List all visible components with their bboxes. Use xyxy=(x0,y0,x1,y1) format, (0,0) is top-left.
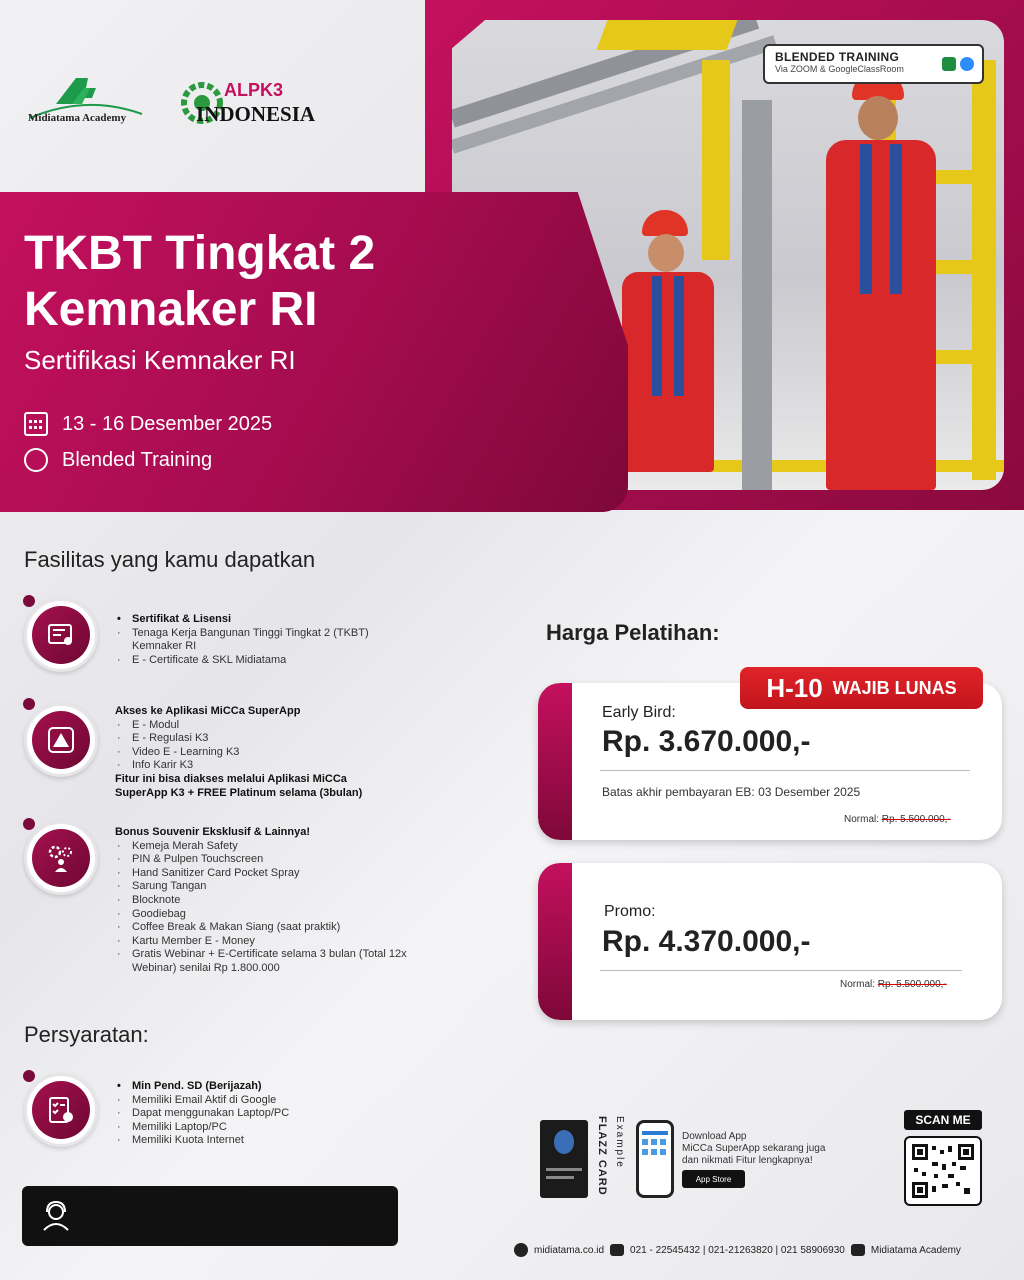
youtube-icon xyxy=(851,1244,865,1256)
midiatama-logo xyxy=(26,74,152,130)
payment-deadline-badge xyxy=(740,667,983,709)
facility-3-list xyxy=(115,826,407,976)
facility-3-line: Webinar) senilai Rp 1.800.000 xyxy=(132,961,280,974)
google-classroom-icon xyxy=(942,57,956,71)
date-row xyxy=(24,412,272,436)
facility-2-line: · E - Regulasi K3 xyxy=(115,732,362,746)
facility-3-line: · Hand Sanitizer Card Pocket Spray xyxy=(115,867,407,881)
timeline-dot xyxy=(23,698,35,710)
facility-2-header: Akses ke Aplikasi MiCCa SuperApp xyxy=(115,705,301,717)
contact-bar[interactable] xyxy=(22,1186,398,1246)
facility-1-header: • Sertifikat & Lisensi xyxy=(115,613,369,627)
facility-2-icon-circle xyxy=(24,703,98,777)
facility-1-icon-circle xyxy=(24,598,98,672)
facility-3-line: · Kemeja Merah Safety xyxy=(115,840,407,854)
pricing-heading: Harga Pelatihan: xyxy=(546,620,720,645)
training-date: 13 - 16 Desember 2025 xyxy=(62,412,273,435)
timeline-dot xyxy=(23,1070,35,1082)
early-bird-price: Rp. 3.670.000,- xyxy=(602,725,811,758)
facility-3-line: · PIN & Pulpen Touchscreen xyxy=(115,853,407,867)
promo-price: Rp. 4.370.000,- xyxy=(602,925,811,958)
requirement-item: · Memiliki Kuota Internet xyxy=(115,1134,289,1148)
alpk3-logo xyxy=(180,78,330,128)
facility-1-line: Kemnaker RI xyxy=(132,640,197,653)
facility-1-line: · E - Certificate & SKL Midiatama xyxy=(115,654,369,668)
blended-training-badge xyxy=(763,44,984,84)
timeline-dot xyxy=(23,595,35,607)
early-bird-normal-price: Normal: Rp. 5.500.000,- xyxy=(844,814,951,825)
flazz-card-sub: Example xyxy=(614,1116,625,1169)
certificate-icon xyxy=(32,606,90,664)
facility-2-line: · Info Karir K3 xyxy=(115,759,362,773)
facility-3-line: · Sarung Tangan xyxy=(115,880,407,894)
facility-1-line: · Tenaga Kerja Bangunan Tinggi Tingkat 2 (TKBT) xyxy=(115,627,369,641)
badge-subtitle: Via ZOOM & GoogleClassRoom xyxy=(775,64,904,74)
title-line-1: TKBT Tingkat 2 xyxy=(24,227,376,280)
training-mode: Blended Training xyxy=(62,448,213,471)
scan-me-label: SCAN ME xyxy=(904,1110,982,1130)
facility-3-line: · Gratis Webinar + E-Certificate selama 3 bulan (Total 12x xyxy=(115,948,407,962)
requirements-icon-circle xyxy=(24,1073,98,1147)
requirements-heading: Persyaratan: xyxy=(24,1022,149,1047)
facility-3-header: Bonus Souvenir Eksklusif & Lainnya! xyxy=(115,826,310,838)
requirement-item: · Memiliki Laptop/PC xyxy=(115,1121,289,1135)
zoom-icon xyxy=(960,57,974,71)
facility-3-line: · Goodiebag xyxy=(115,908,407,922)
facility-2-list xyxy=(115,705,362,800)
h10-text: H-10 xyxy=(766,672,823,703)
footer-youtube[interactable]: Midiatama Academy xyxy=(870,1244,961,1256)
title-line-2: Kemnaker RI xyxy=(24,283,318,336)
facility-3-line: · Kartu Member E - Money xyxy=(115,935,407,949)
checklist-icon xyxy=(32,1081,90,1139)
facility-2-footer: SuperApp K3 + FREE Platinum selama (3bulan) xyxy=(115,786,363,799)
facilities-heading: Fasilitas yang kamu dapatkan xyxy=(24,547,316,572)
phone-icon xyxy=(610,1244,624,1256)
requirement-item: · Dapat menggunakan Laptop/PC xyxy=(115,1107,289,1121)
app-store-button[interactable]: App Store xyxy=(682,1170,745,1188)
calendar-icon xyxy=(24,412,48,436)
page-subtitle: Sertifikasi Kemnaker RI xyxy=(24,345,296,375)
flazz-card-image xyxy=(540,1120,588,1198)
micca-app-icon xyxy=(32,711,90,769)
facility-2-footer: Fitur ini bisa diakses melalui Aplikasi MiCCa xyxy=(115,772,347,785)
mode-row xyxy=(24,448,212,472)
micca-phone-image xyxy=(636,1120,674,1198)
download-text: Download App MiCCa SuperApp sekarang juga dan nikmati Fitur lengkapnya! xyxy=(682,1131,826,1166)
training-mode-icon xyxy=(24,448,48,472)
globe-icon xyxy=(514,1243,528,1257)
facility-1-list xyxy=(115,613,369,667)
indonesia-text: INDONESIA xyxy=(196,102,316,126)
requirement-item: · Memiliki Email Aktif di Google xyxy=(115,1094,289,1108)
requirement-item: • Min Pend. SD (Berijazah) xyxy=(115,1080,289,1094)
footer xyxy=(514,1243,961,1257)
requirements-list xyxy=(115,1080,289,1148)
promo-card xyxy=(538,863,1002,1020)
promo-normal-price: Normal: Rp. 5.500.000,- xyxy=(840,979,947,990)
facility-3-line: · Coffee Break & Makan Siang (saat praktik) xyxy=(115,921,407,935)
badge-title: BLENDED TRAINING xyxy=(775,50,900,64)
promo-label: Promo: xyxy=(604,903,656,920)
facility-3-icon-circle xyxy=(24,821,98,895)
footer-website[interactable]: midiatama.co.id xyxy=(534,1244,605,1256)
qr-code[interactable] xyxy=(904,1136,982,1206)
wajib-lunas-text: WAJIB LUNAS xyxy=(832,677,957,698)
customer-service-icon xyxy=(38,1198,74,1234)
early-bird-label: Early Bird: xyxy=(602,704,676,721)
timeline-dot xyxy=(23,818,35,830)
facility-2-line: · Video E - Learning K3 xyxy=(115,746,362,760)
early-bird-deadline: Batas akhir pembayaran EB: 03 Desember 2025 xyxy=(602,785,861,799)
flazz-card-title: FLAZZ CARD xyxy=(596,1116,608,1196)
facility-2-line: · E - Modul xyxy=(115,719,362,733)
midiatama-logo-text: Midiatama Academy xyxy=(28,112,127,124)
gears-person-icon xyxy=(32,829,90,887)
footer-phones: 021 - 22545432 | 021-21263820 | 021 58906930 xyxy=(630,1244,845,1256)
page-title xyxy=(24,226,375,338)
alpk3-text: ALPK3 xyxy=(224,80,284,100)
facility-3-line: · Blocknote xyxy=(115,894,407,908)
